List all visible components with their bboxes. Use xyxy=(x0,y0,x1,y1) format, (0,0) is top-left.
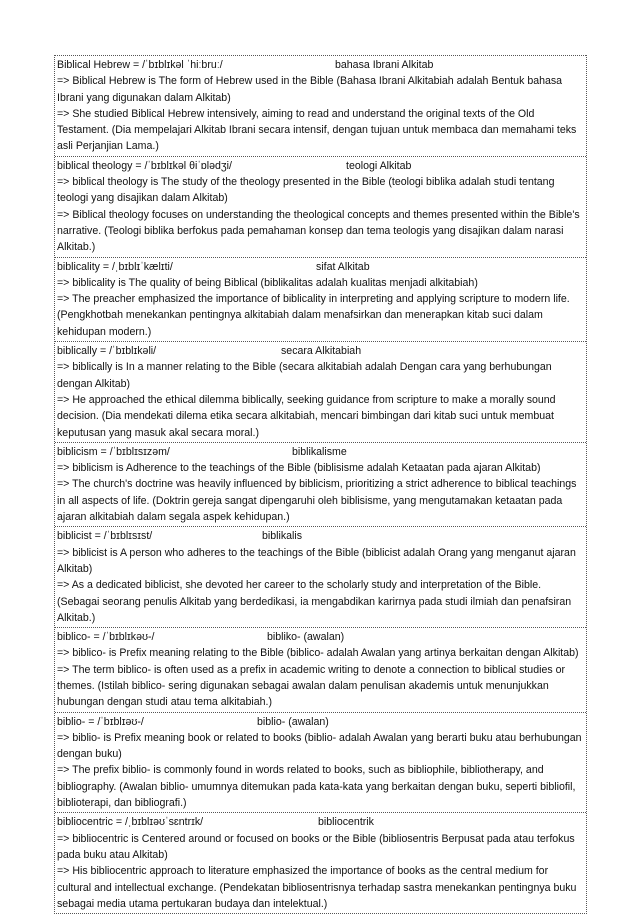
headword: biblicism = /ˈbɪblɪsɪzəm/ xyxy=(57,445,170,458)
definition: => biblically is In a manner relating to the Bible (secara alkitabiah adalah Dengan cara yang berhubungan dengan Alkitab) xyxy=(57,361,552,390)
example-sentence: => The term biblico- is often used as a prefix in academic writing to denote a connection to biblical studies or themes. (Istilah biblico- sering digunakan sebagai awalan dalam penulisan akademis untuk menunjukkan hubungan dengan studi atau tema alkitabiah.) xyxy=(57,663,565,709)
headword: biblically = /ˈbɪblɪkəli/ xyxy=(57,345,157,358)
entry-header xyxy=(57,528,584,544)
entry-header xyxy=(57,444,584,460)
example-sentence: => The preacher emphasized the importance of biblicality in interpreting and applying scripture to modern life. (Pengkhotbah menekankan pentingnya alkitabiah dalam menafsirkan dan menerapkan kitab suci dalam kehidupan modern.) xyxy=(57,293,570,338)
translation: bahasa Ibrani Alkitab xyxy=(335,59,434,71)
definition: => biblicist is A person who adheres to the teachings of the Bible (biblicist adalah Orang yang menganut ajaran Alkitab) xyxy=(57,546,576,575)
entry-header xyxy=(57,814,584,830)
entry-header xyxy=(57,259,584,275)
dictionary-entry xyxy=(55,442,586,526)
headword: biblical theology = /ˈbɪblɪkəl θiˈɒlədʒi/ xyxy=(57,159,232,172)
example-sentence: => He approached the ethical dilemma biblically, seeking guidance from scripture to make a morally sound decision. (Dia mendekati dilema etika secara alkitabiah, mencari bimbingan dari kitab suci untuk membuat keputusan yang masuk akal secara moral.) xyxy=(57,393,556,439)
dictionary-entry xyxy=(55,812,586,913)
translation: biblio- (awalan) xyxy=(257,715,329,728)
translation: sifat Alkitab xyxy=(316,260,370,273)
dictionary-entry xyxy=(55,627,586,711)
dictionary-entry xyxy=(55,257,586,341)
translation: bibliocentrik xyxy=(318,816,374,829)
dictionary-page xyxy=(54,55,587,914)
definition: => Biblical Hebrew is The form of Hebrew used in the Bible (Bahasa Ibrani Alkitabiah adalah Bentuk bahasa Ibrani yang digunakan dalam Alkitab) xyxy=(57,75,563,104)
entry-header xyxy=(57,343,584,359)
definition: => bibliocentric is Centered around or focused on books or the Bible (bibliosentris Berpusat pada atau terfokus pada buku atau Alkitab) xyxy=(57,832,575,861)
example-sentence: => His bibliocentric approach to literature emphasized the importance of books as the central medium for cultural and intellectual exchange. (Pendekatan bibliosentrisnya terhadap sastra menekankan pentingnya buku sebagai media utama pertukaran budaya dan intelektual.) xyxy=(57,865,577,910)
example-sentence: => The church's doctrine was heavily influenced by biblicism, prioritizing a strict adherence to biblical teachings in all aspects of life. (Doktrin gereja sangat dipengaruhi oleh biblisisme, yang mengutamakan ketaatan pada ajaran alkitabiah dalam segala aspek kehidupan.) xyxy=(57,478,577,524)
translation: teologi Alkitab xyxy=(346,159,412,172)
translation: biblikalisme xyxy=(292,445,347,458)
definition: => biblio- is Prefix meaning book or related to books (biblio- adalah Awalan yang berarti buku atau berhubungan dengan buku) xyxy=(57,731,582,761)
headword: bibliocentric = /ˌbɪblɪəʊˈsɛntrɪk/ xyxy=(57,816,204,829)
example-sentence: => As a dedicated biblicist, she devoted her career to the scholarly study and interpretation of the Bible. (Sebagai seorang penulis Alkitab yang berdedikasi, ia mengabdikan karirnya pada studi ilmiah dan penafsiran Alkitab.) xyxy=(57,579,572,624)
translation: biblikalis xyxy=(262,530,303,543)
entry-header xyxy=(57,714,584,730)
headword: biblico- = /ˈbɪblɪkəʊ-/ xyxy=(57,631,155,644)
definition: => biblical theology is The study of the theology presented in the Bible (teologi biblika adalah studi tentang teologi yang disajikan dalam Alkitab) xyxy=(57,176,555,205)
translation: bibliko- (awalan) xyxy=(267,631,345,644)
dictionary-entry xyxy=(55,712,586,813)
entry-header xyxy=(57,57,584,73)
headword: biblicist = /ˈbɪblɪsɪst/ xyxy=(57,530,153,543)
entry-header xyxy=(57,629,584,645)
dictionary-entry xyxy=(55,341,586,442)
definition: => biblicism is Adherence to the teachings of the Bible (biblisisme adalah Ketaatan pada ajaran Alkitab) xyxy=(57,462,541,475)
headword: Biblical Hebrew = /ˈbɪblɪkəl ˈhiːbruː/ xyxy=(57,59,223,71)
entry-header xyxy=(57,158,584,174)
dictionary-entry xyxy=(55,156,586,257)
dictionary-entry xyxy=(55,55,586,156)
dictionary-entry xyxy=(55,526,586,627)
definition: => biblico- is Prefix meaning relating to the Bible (biblico- adalah Awalan yang artinya berkaitan dengan Alkitab) xyxy=(57,647,579,660)
example-sentence: => Biblical theology focuses on understanding the theological concepts and themes presented within the Bible's narrative. (Teologi biblika berfokus pada pemahaman konsep dan tema teologis yang disajikan dalam narasi Alkitab.) xyxy=(57,208,580,254)
translation: secara Alkitabiah xyxy=(281,345,362,358)
headword: biblio- = /ˈbɪblɪəʊ-/ xyxy=(57,715,144,728)
example-sentence: => She studied Biblical Hebrew intensively, aiming to read and understand the original texts of the Old Testament. (Dia mempelajari Alkitab Ibrani secara intensif, dengan tujuan untuk membaca dan memahami teks asli Perjanjian Lama.) xyxy=(57,107,577,153)
headword: biblicality = /ˌbɪblɪˈkælɪti/ xyxy=(57,260,173,273)
definition: => biblicality is The quality of being Biblical (biblikalitas adalah kualitas menjadi alkitabiah) xyxy=(57,276,478,289)
example-sentence: => The prefix biblio- is commonly found in words related to books, such as bibliophile, bibliotherapy, and bibliography. (Awalan biblio- umumnya ditemukan pada kata-kata yang berkaitan dengan buku, seperti bibliofil, biblioterapi, dan bibliografi.) xyxy=(57,764,576,810)
